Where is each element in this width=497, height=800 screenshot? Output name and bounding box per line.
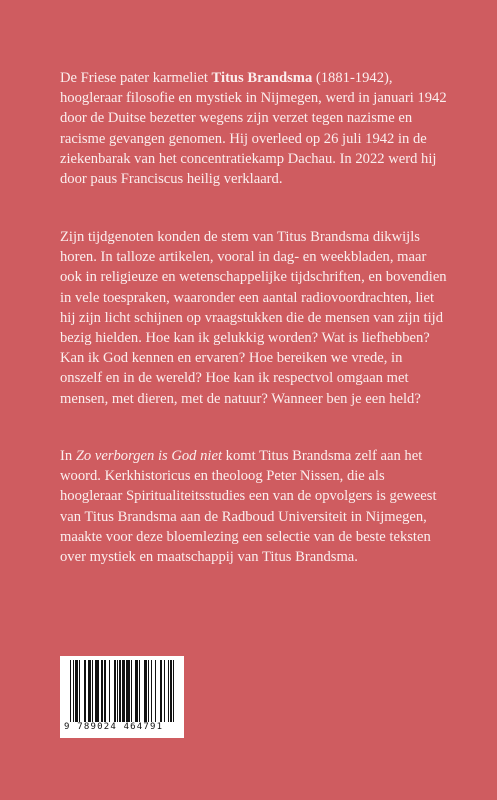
intro-paragraph [60,68,448,189]
barcode-bars [70,660,176,722]
context-paragraph [60,227,448,409]
context-text: Zijn tijdgenoten konden de stem van Titus Brandsma dikwijls horen. In talloze artikelen, vooral in dag- en weekbladen, maar ook in religieuze en wetenschappelijke tijdschriften, en bovendien in vele toespraken, waaronder een aantal radiovoordrachten, liet hij zijn licht schijnen op vraagstukken die de mensen van zijn tijd bezig hielden. Hoe kan ik gelukkig worden? Wat is liefhebben? Kan ik God kennen en ervaren? Hoe bereiken we vrede, in onszelf en in de wereld? Hoe kan ik respectvol omgaan met mensen, met dieren, met de natuur? Wanneer ben je een held? [60,229,447,407]
barcode [60,656,184,738]
book-title: Zo verborgen is God niet [75,448,223,464]
author-name: Titus Brandsma [211,70,313,86]
isbn-number: 9 789024 464791 [64,722,164,732]
intro-text-rest: (1881-1942), hoogleraar filosofie en mystiek in Nijmegen, werd in januari 1942 door de Duitse bezetter wegens zijn verzet tegen nazisme en racisme gevangen genomen. Hij overleed op 26 juli 1942 in de ziekenbarak van het concentratiekamp Dachau. In 2022 werd hij door paus Franciscus heilig verklaard. [60,70,447,188]
book-description-paragraph [60,446,448,567]
barcode-stripe [174,660,175,722]
description-prefix: In [60,448,76,464]
intro-text-start: De Friese pater karmeliet [60,70,212,86]
description-text: komt Titus Brandsma zelf aan het woord. Kerkhistoricus en theoloog Peter Nissen, die als hoogleraar Spiritualiteitsstudies een van de opvolgers is geweest van Titus Brandsma aan de Radboud Universiteit in Nijmegen, maakte voor deze bloemlezing een selectie van de beste teksten over mystiek en maatschappij van Titus Brandsma. [60,448,437,566]
